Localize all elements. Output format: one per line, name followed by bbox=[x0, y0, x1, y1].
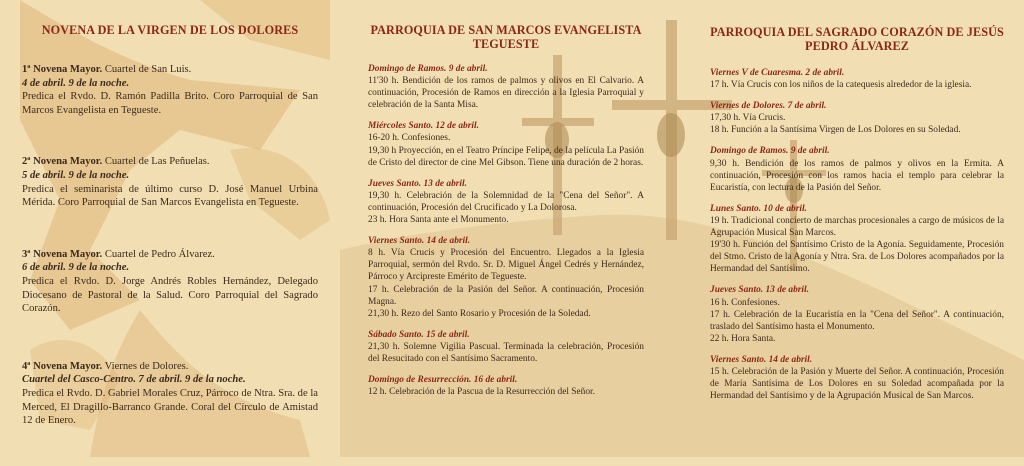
schedule-line: 17 h. Celebración de la Eucaristía en la "Cena del Señor". A continuación, traslado del Santísimo hasta el Monumento. bbox=[710, 309, 1004, 332]
novena-place: Viernes de Dolores. bbox=[102, 360, 189, 372]
section-heading: Jueves Santo. 13 de abril. bbox=[710, 285, 809, 296]
schedule-line: 11'30 h. Bendición de los ramos de palmos y olivos en El Calvario. A continuación, Procesión de Ramos en dirección a la Iglesia Parroquial y celebración de la Santa Misa. bbox=[368, 76, 644, 111]
schedule-line: 16-20 h. Confesiones. bbox=[368, 133, 451, 144]
schedule-line: 12 h. Celebración de la Pascua de la Resurrección del Señor. bbox=[368, 387, 596, 398]
novena-lead: 2ª Novena Mayor. bbox=[22, 156, 103, 168]
section-heading: Viernes Santo. 14 de abril. bbox=[710, 354, 813, 365]
section-heading: Jueves Santo. 13 de abril. bbox=[368, 178, 467, 189]
schedule-section bbox=[710, 145, 1004, 193]
schedule-line: 21,30 h. Rezo del Santo Rosario y Procesión de la Soledad. bbox=[368, 308, 591, 319]
novena-section bbox=[22, 155, 318, 209]
schedule-section bbox=[368, 374, 644, 398]
section-heading: Domingo de Resurrección. 16 de abril. bbox=[368, 375, 518, 386]
novena-section bbox=[22, 360, 318, 428]
novena-date: Cuartel del Casco-Centro. 7 de abril. 9 de la noche. bbox=[22, 374, 246, 386]
novena-lead: 1ª Novena Mayor. bbox=[22, 64, 103, 75]
novena-date: 5 de abril. 9 de la noche. bbox=[22, 169, 130, 181]
schedule-section bbox=[368, 178, 644, 226]
novena-lead: 3ª Novena Mayor. bbox=[22, 248, 103, 260]
schedule-line: 23 h. Hora Santa ante el Monumento. bbox=[368, 215, 509, 226]
schedule-section bbox=[710, 284, 1004, 344]
novena-section bbox=[22, 63, 318, 117]
section-heading: Miércoles Santo. 12 de abril. bbox=[368, 121, 479, 132]
column-san-marcos bbox=[368, 0, 644, 407]
schedule-line: 19'30 h. Función del Santísimo Cristo de la Agonía. Seguidamente, Procesión del Stmo. Cristo de la Agonía y Ntra. Sra. de Los Dolores acompañados por la Hermandad del Santísimo. bbox=[710, 240, 1004, 275]
novena-body: Predica el Rvdo. D. Gabriel Morales Cruz, Párroco de Ntra. Sra. de la Merced, El Dragillo-Barranco Grande. Coral del Círculo de Amistad 12 de Enero. bbox=[22, 387, 318, 427]
schedule-line: 9,30 h. Bendición de los ramos de palmos y olivos en la Ermita. A continuación, Procesión con los ramos hacia el templo para celebrar la Eucaristía, con lectura de la Pasión del Señor. bbox=[710, 158, 1004, 193]
section-heading: Domingo de Ramos. 9 de abril. bbox=[368, 64, 488, 74]
novena-date: 6 de abril. 9 de la noche. bbox=[22, 262, 130, 274]
schedule-line: 19 h. Tradicional concierto de marchas procesionales a cargo de músicos de la Agrupación Musical San Marcos. bbox=[710, 215, 1004, 239]
column-novena bbox=[22, 0, 318, 466]
novena-place: Cuartel de Pedro Álvarez. bbox=[102, 248, 215, 260]
schedule-line: 19,30 h Proyección, en el Teatro Príncipe Felipe, de la película La Pasión de Cristo del director de cine Mel Gibson. Tiene una duración de 2 horas. bbox=[368, 145, 644, 168]
section-heading: Lunes Santo. 10 de abril. bbox=[710, 203, 807, 214]
schedule-line: 15 h. Celebración de la Pasión y Muerte del Señor. A continuación, Procesión de María Santísima de Los Dolores en su Soledad acompañada por la Hermandad del Santísimo y de la Agrupación Musical de San Marcos. bbox=[710, 366, 1004, 402]
schedule-section bbox=[368, 120, 644, 168]
schedule-line: 21,30 h. Solemne Vigilia Pascual. Terminada la celebración, Procesión del Resucitado con el Santísimo Sacramento. bbox=[368, 341, 644, 364]
schedule-line: 17,30 h. Vía Crucis. bbox=[710, 113, 786, 124]
section-heading: Viernes de Dolores. 7 de abril. bbox=[710, 101, 827, 112]
novena-section bbox=[22, 248, 318, 316]
novena-body: Predica el Rvdo. D. Ramón Padilla Brito. Coro Parroquial de San Marcos Evangelista en Tegueste. bbox=[22, 91, 318, 116]
schedule-section bbox=[710, 354, 1004, 402]
section-heading: Viernes V de Cuaresma. 2 de abril. bbox=[710, 68, 845, 78]
schedule-line: 17 h. Celebración de la Pasión del Señor. A continuación, Procesión Magna. bbox=[368, 284, 644, 307]
schedule-line: 16 h. Confesiones. bbox=[710, 297, 780, 308]
schedule-section bbox=[368, 63, 644, 111]
schedule-line: 17 h. Vía Crucis con los niños de la catequesis alrededor de la iglesia. bbox=[710, 80, 972, 91]
section-heading: Viernes Santo. 14 de abril. bbox=[368, 236, 471, 247]
column-sagrado-corazon bbox=[710, 0, 1004, 411]
novena-lead: 4ª Novena Mayor. bbox=[22, 360, 103, 372]
column-title: PARROQUIA DE SAN MARCOS EVANGELISTA TEGUESTE bbox=[370, 23, 642, 51]
schedule-section bbox=[710, 203, 1004, 276]
novena-place: Cuartel de San Luis. bbox=[102, 64, 192, 75]
section-heading: Sábado Santo. 15 de abril. bbox=[368, 329, 470, 340]
novena-date: 4 de abril. 9 de la noche. bbox=[22, 77, 130, 89]
novena-body: Predica el Rvdo. D. Jorge Andrés Robles Hernández, Delegado Diocesano de Pastoral de la Salud. Coro Parroquial del Sagrado Corazón. bbox=[22, 275, 318, 315]
schedule-line: 22 h. Hora Santa. bbox=[710, 333, 776, 344]
schedule-line: 18 h. Función a la Santísima Virgen de Los Dolores en su Soledad. bbox=[710, 125, 961, 136]
schedule-line: 8 h. Vía Crucis y Procesión del Encuentro. Llegados a la Iglesia Parroquial, sermón del Rvdo. Sr. D. Miguel Ángel Cedrés y Hernández, Párroco y Arcipreste Emérito de Tegueste. bbox=[368, 248, 644, 283]
column-title: PARROQUIA DEL SAGRADO CORAZÓN DE JESÚS PEDRO ÁLVAREZ bbox=[710, 25, 1004, 53]
schedule-section bbox=[368, 235, 644, 320]
novena-body: Predica el seminarista de último curso D. José Manuel Urbina Mérida. Coro Parroquial de San Marcos Evangelista en Tegueste. bbox=[22, 183, 318, 209]
column-title: NOVENA DE LA VIRGEN DE LOS DOLORES bbox=[41, 23, 299, 37]
schedule-line: 19,30 h. Celebración de la Solemnidad de la "Cena del Señor". A continuación, Procesión del Crucificado y La Dolorosa. bbox=[368, 190, 644, 213]
schedule-section bbox=[710, 100, 1004, 136]
schedule-section bbox=[368, 329, 644, 365]
novena-place: Cuartel de Las Peñuelas. bbox=[102, 156, 210, 168]
schedule-section bbox=[710, 67, 1004, 91]
section-heading: Domingo de Ramos. 9 de abril. bbox=[710, 146, 830, 157]
